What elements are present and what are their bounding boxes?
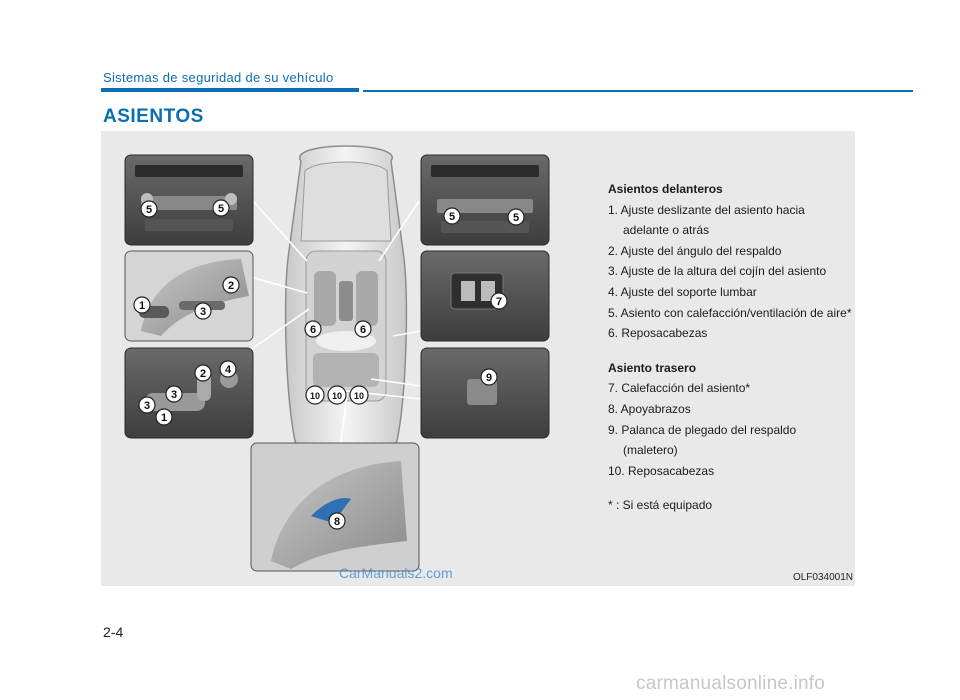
svg-text:6: 6 <box>359 324 367 336</box>
footer-watermark: carmanualsonline.info <box>636 673 826 694</box>
legend-item: 5. Asiento con calefacción/ventilación de aire* <box>608 305 852 320</box>
callout-2a <box>223 277 239 293</box>
legend-rear-header: Asiento trasero <box>608 360 697 375</box>
figure-watermark: CarManuals2.com <box>339 565 453 581</box>
section-title: Sistemas de seguridad de su vehículo <box>103 70 334 85</box>
legend-item: 1. Ajuste deslizante del asiento hacia adelante o atrás <box>608 202 805 238</box>
callout-5b <box>213 200 229 216</box>
legend-item: 8. Apoyabrazos <box>608 401 691 416</box>
callout-6a <box>305 321 321 337</box>
legend-item: 4. Ajuste del soporte lumbar <box>608 284 757 299</box>
figure-code: OLF034001N <box>792 572 853 583</box>
svg-text:10: 10 <box>309 391 321 401</box>
panel-trunk-lever <box>421 348 549 438</box>
callout-5c <box>444 208 460 224</box>
callout-1b <box>156 409 172 425</box>
callout-10c <box>350 386 368 404</box>
callout-9 <box>481 369 497 385</box>
legend-item: 7. Calefacción del asiento* <box>608 381 751 396</box>
svg-text:5: 5 <box>145 204 153 216</box>
svg-text:1: 1 <box>160 412 168 424</box>
car-top-view <box>286 146 407 461</box>
legend-item: 10. Reposacabezas <box>608 463 715 478</box>
panel-seat-controls <box>125 348 253 438</box>
title-rule-thin <box>363 90 913 92</box>
callout-8 <box>329 513 345 529</box>
callout-1a <box>134 297 150 313</box>
legend <box>608 179 853 516</box>
svg-text:10: 10 <box>353 391 365 401</box>
svg-text:5: 5 <box>512 212 520 224</box>
page-heading: ASIENTOS <box>103 106 204 127</box>
svg-text:3: 3 <box>170 389 178 401</box>
svg-text:2: 2 <box>199 368 207 380</box>
svg-text:3: 3 <box>143 400 151 412</box>
callout-5d <box>508 209 524 225</box>
callout-3a <box>195 303 211 319</box>
svg-text:9: 9 <box>485 372 493 384</box>
panel-climate-left <box>125 155 253 245</box>
svg-text:5: 5 <box>448 211 456 223</box>
callout-6b <box>355 321 371 337</box>
callout-5a <box>141 201 157 217</box>
svg-text:8: 8 <box>333 516 341 528</box>
callout-4a <box>220 361 236 377</box>
legend-item: 9. Palanca de plegado del respaldo (maletero) <box>608 422 797 458</box>
callout-3c <box>139 397 155 413</box>
callout-2b <box>195 365 211 381</box>
panel-climate-right <box>421 155 549 245</box>
legend-note: * : Si está equipado <box>608 498 713 513</box>
callout-10b <box>328 386 346 404</box>
page-number: 2-4 <box>103 624 124 640</box>
panel-front-seat-side <box>125 251 253 341</box>
callout-3b <box>166 386 182 402</box>
svg-text:2: 2 <box>227 280 235 292</box>
legend-item: 3. Ajuste de la altura del cojín del asiento <box>608 264 827 279</box>
callout-10a <box>306 386 324 404</box>
svg-text:7: 7 <box>495 296 503 308</box>
seats-figure <box>101 131 855 586</box>
svg-text:5: 5 <box>217 203 225 215</box>
legend-item: 6. Reposacabezas <box>608 326 708 341</box>
legend-item: 2. Ajuste del ángulo del respaldo <box>608 243 782 258</box>
svg-text:10: 10 <box>331 391 343 401</box>
panel-rear-armrest <box>251 443 419 571</box>
svg-text:4: 4 <box>224 364 232 376</box>
panel-rear-heater <box>421 251 549 341</box>
callout-7 <box>491 293 507 309</box>
svg-text:1: 1 <box>138 300 146 312</box>
title-rule-thick <box>101 88 359 92</box>
svg-text:6: 6 <box>309 324 317 336</box>
legend-front-header: Asientos delanteros <box>608 182 723 196</box>
svg-text:3: 3 <box>199 306 207 318</box>
